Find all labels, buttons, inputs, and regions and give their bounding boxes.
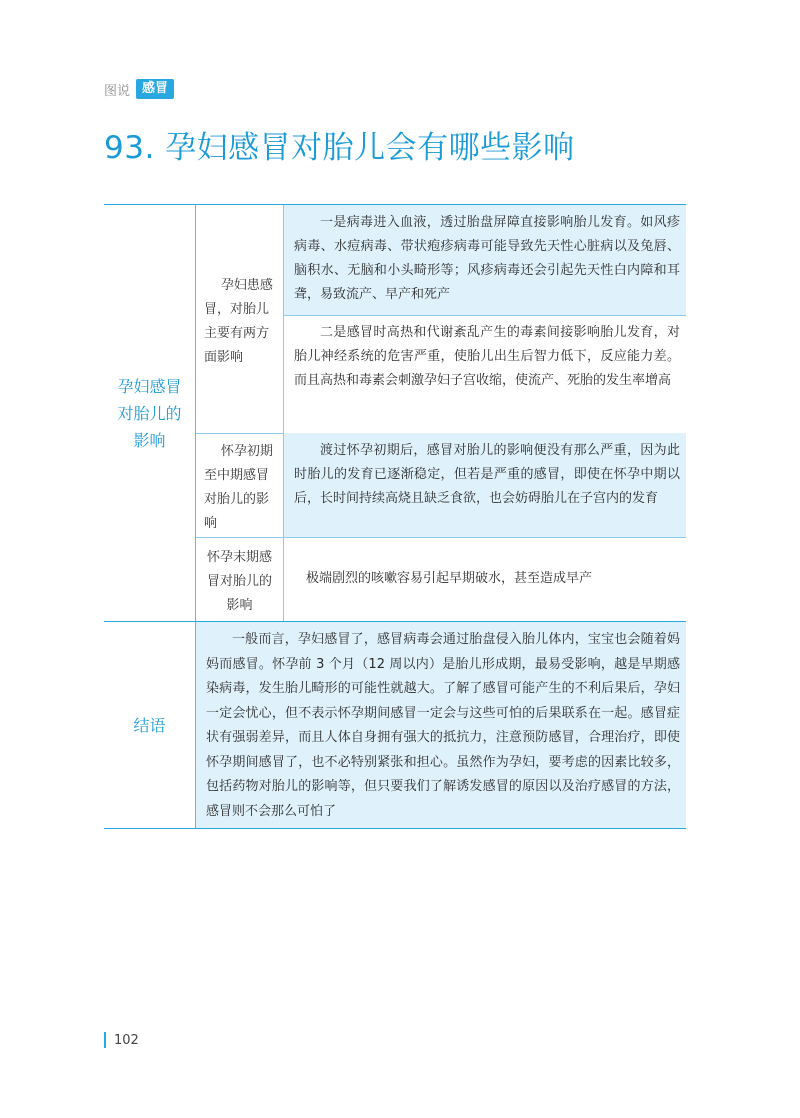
subcategory-label: 孕妇患感冒，对胎儿主要有两方面影响	[204, 278, 273, 365]
header-label: 图说	[104, 83, 131, 99]
category-cell-effects	[104, 205, 196, 621]
content-cell-virus	[284, 205, 686, 315]
category-label: 孕妇感冒对胎儿的影响	[117, 376, 182, 450]
category-label: 结语	[133, 715, 166, 735]
category-cell-conclusion	[104, 622, 196, 828]
page-title: 93. 孕妇感冒对胎儿会有哪些影响	[104, 130, 575, 166]
page-number-text: 102	[114, 1032, 139, 1048]
subcategory-label: 怀孕末期感冒对胎儿的影响	[206, 550, 272, 613]
subcategory-cell-late	[196, 537, 284, 621]
content-cell-conclusion	[196, 622, 686, 828]
content-table	[104, 204, 686, 829]
content-text: 极端剧烈的咳嗽容易引起早期破水，甚至造成早产	[306, 571, 593, 586]
subcategory-cell-two-aspects	[196, 205, 284, 433]
content-text: 一是病毒进入血液，透过胎盘屏障直接影响胎儿发育。如风疹病毒、水痘病毒、带状疱疹病毒可能导致先天性心脏病以及兔唇、脑积水、无脑和小头畸形等；风疹病毒还会引起先天性白内障和耳聋，易致流产、早产和死产	[294, 215, 680, 302]
content-cell-fever	[284, 315, 686, 433]
content-text: 一般而言，孕妇感冒了，感冒病毒会通过胎盘侵入胎儿体内，宝宝也会随着妈妈而感冒。怀孕前 3 个月（12 周以内）是胎儿形成期，最易受影响，越是早期感染病毒，发生胎儿畸形的可能性就越大。了解了感冒可能产生的不利后果后，孕妇一定会忧心，但不表示怀孕期间感冒一定会与这些可怕的后果联系在一起。感冒症状有强弱差异，而且人体自身拥有强大的抵抗力，注意预防感冒，合理治疗，即使怀孕期间感冒了，也不必特别紧张和担心。虽然作为孕妇，要考虑的因素比较多，包括药物对胎儿的影响等，但只要我们了解诱发感冒的原因以及治疗感冒的方法，感冒则不会那么可怕了	[206, 632, 680, 819]
content-cell-early-mid	[284, 433, 686, 537]
content-text: 二是感冒时高热和代谢紊乱产生的毒素间接影响胎儿发育，对胎儿神经系统的危害严重，使胎儿出生后智力低下，反应能力差。而且高热和毒素会刺激孕妇子宫收缩，使流产、死胎的发生率增高	[294, 325, 680, 388]
running-header	[104, 78, 174, 100]
subcategory-cell-early-mid	[196, 433, 284, 537]
subcategory-label: 怀孕初期至中期感冒对胎儿的影响	[204, 444, 273, 531]
chapter-badge: 感冒	[136, 79, 174, 99]
content-cell-late	[284, 537, 686, 621]
content-text: 渡过怀孕初期后，感冒对胎儿的影响便没有那么严重，因为此时胎儿的发育已逐渐稳定，但若是严重的感冒，即使在怀孕中期以后，长时间持续高烧且缺乏食欲，也会妨碍胎儿在子宫内的发育	[294, 443, 680, 506]
page-number-bar	[104, 1032, 106, 1048]
page-number	[104, 1032, 139, 1048]
